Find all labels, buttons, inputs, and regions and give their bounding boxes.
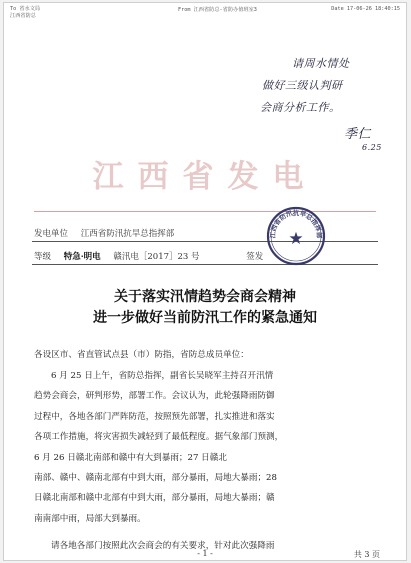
seal-ring-text: 江西省防汛抗旱总指挥部 [268, 209, 324, 239]
meta-divider [32, 264, 378, 265]
fax-date: Date 17-06-26 18:40:15 [331, 6, 400, 12]
salutation: 各设区市、省直管试点县（市）防指，省防总成员单位： [34, 350, 249, 360]
fax-to-line2: 江西省防总 [10, 13, 36, 19]
fax-page [3, 2, 407, 561]
body-line: 南南部中雨，局部大到暴雨。 [34, 513, 146, 524]
sender-label: 发电单位 [34, 229, 69, 239]
fax-to-line1: To 省水文局 [10, 6, 41, 12]
body-line: 南部、赣中、赣南北部有中到大雨，部分暴雨，局地大暴雨；28 [34, 472, 277, 483]
body-line: 6 月 26 日赣北南部和赣中有大到暴雨；27 日赣北 [34, 452, 227, 463]
total-pages: 共 3 页 [353, 550, 380, 559]
sender-value: 江西省防汛抗旱总指挥部 [80, 229, 175, 239]
body-line: 6 月 25 日上午，省防总指挥，副省长吴晓军主持召开汛情 [51, 371, 274, 381]
grade-value: 特急·明电 [63, 252, 101, 262]
body-line: 过程中，各地各部门严阵防范，按照预先部署，扎实推进和落实 [34, 411, 275, 422]
body-paragraph [34, 366, 380, 529]
signer-label: 签发 [246, 252, 264, 262]
fax-recipient [10, 6, 40, 20]
handwriting-line2: 做好三级认判研 [262, 79, 343, 92]
page-footer [4, 549, 406, 559]
handwritten-date: 6.25 [362, 143, 382, 152]
fax-header [10, 6, 400, 28]
notice-title-line1: 关于落实汛情趋势会商会精神 [114, 289, 296, 305]
body-line: 日赣北南部和赣中北部有中到大雨，部分暴雨，局地大暴雨；赣 [34, 493, 275, 504]
body-continuation: 请各地各部门按照此次会商会的有关要求，针对此次强降雨 [51, 541, 275, 551]
notice-title-line2: 进一步做好当前防汛工作的紧急通知 [93, 310, 317, 326]
page-number: - 1 - [197, 549, 213, 558]
body-line: 趋势会商会，研判形势，部署工作。会议认为，此轮强降雨防御 [34, 391, 275, 402]
grade-label: 等级 [34, 252, 52, 262]
seal-star-icon: ★ [288, 229, 304, 249]
document-banner: 江西省发电 [92, 159, 318, 195]
meta-divider [32, 241, 378, 242]
handwritten-signature: 季仁 [344, 127, 372, 142]
document-number: 赣汛电［2017］23 号 [113, 252, 200, 262]
handwriting-line3: 会商分析工作。 [260, 101, 341, 114]
fax-sender: From 江西省防总-省防办值班室3 [178, 7, 257, 13]
official-seal [266, 206, 326, 266]
handwriting-line1: 请周水情处 [292, 57, 350, 70]
body-line: 各项工作措施，将灾害损失减轻到了最低程度。据气象部门预测， [34, 432, 284, 443]
